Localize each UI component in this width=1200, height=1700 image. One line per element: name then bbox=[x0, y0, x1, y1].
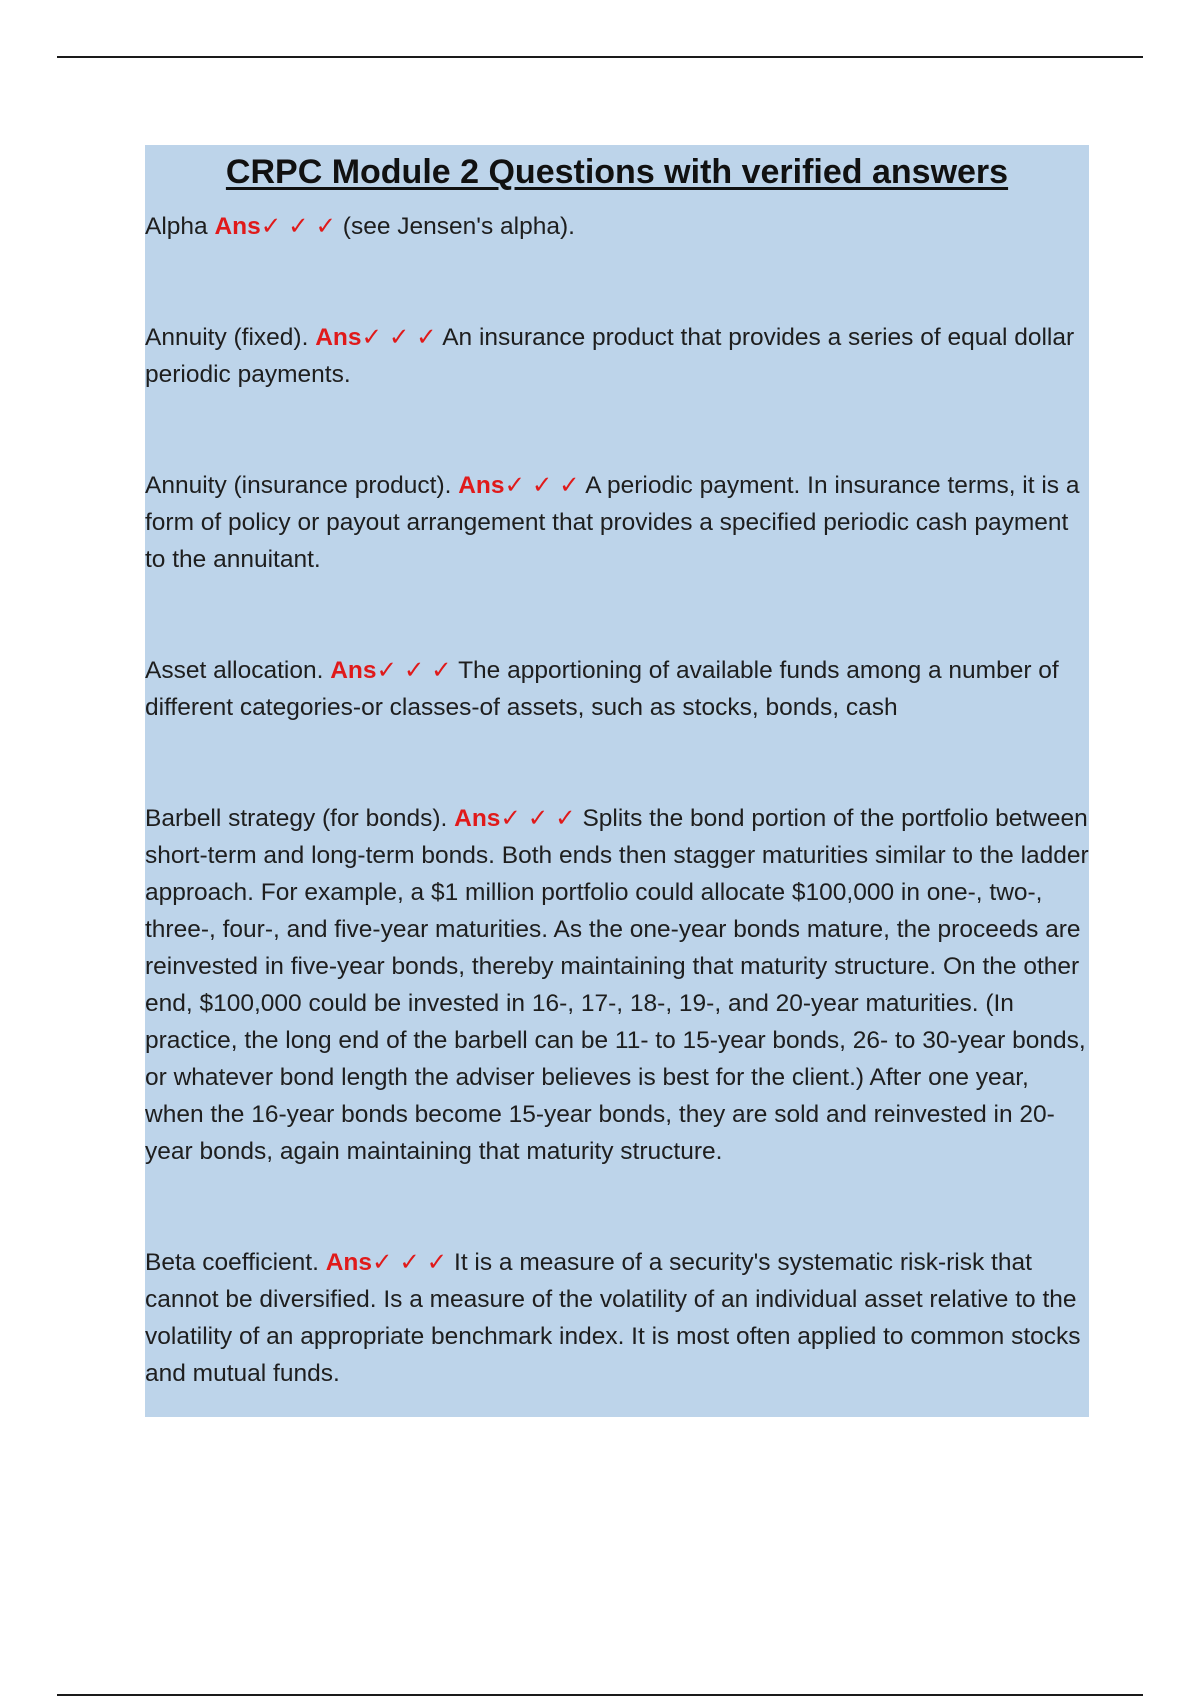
entry-definition: Splits the bond portion of the portfolio between short-term and long-term bonds. Both ends then stagger maturities similar to the ladder approach. For example, a $1 million portfolio could allocate $100,000 in one-, two-, three-, four-, and five-year maturities. As the one-year bonds mature, the proceeds are reinvested in five-year bonds, thereby maintaining that maturity structure. On the other end, $100,000 could be invested in 16-, 17-, 18-, 19-, and 20-year maturities. (In practice, the long end of the barbell can be 11- to 15-year bonds, 26- to 30-year bonds, or whatever bond length the adviser believes is best for the client.) After one year, when the 16-year bonds become 15-year bonds, they are sold and reinvested in 20-year bonds, again maintaining that maturity structure. bbox=[145, 805, 1089, 1165]
entry-term: Barbell strategy (for bonds). bbox=[145, 805, 448, 832]
entry-asset-allocation bbox=[145, 652, 1089, 726]
answer-marker: Ans bbox=[214, 213, 261, 240]
answer-marker: Ans bbox=[325, 1249, 372, 1276]
entry-term: Annuity (fixed). bbox=[145, 324, 309, 351]
footer-rule bbox=[57, 1694, 1143, 1696]
checkmark-icon: ✓ ✓ ✓ bbox=[376, 657, 452, 684]
checkmark-icon: ✓ ✓ ✓ bbox=[361, 324, 437, 351]
answer-marker: Ans bbox=[330, 657, 377, 684]
entry-term: Asset allocation. bbox=[145, 657, 324, 684]
highlighted-content-panel bbox=[145, 145, 1089, 1417]
entry-annuity-insurance bbox=[145, 467, 1089, 578]
entry-term: Beta coefficient. bbox=[145, 1249, 319, 1276]
checkmark-icon: ✓ ✓ ✓ bbox=[500, 805, 576, 832]
checkmark-icon: ✓ ✓ ✓ bbox=[260, 213, 336, 240]
checkmark-icon: ✓ ✓ ✓ bbox=[504, 472, 580, 499]
answer-marker: Ans bbox=[458, 472, 505, 499]
entry-definition: An insurance product that provides a series of equal dollar periodic payments. bbox=[145, 324, 1075, 388]
entry-term: Alpha bbox=[145, 213, 208, 240]
header-rule bbox=[57, 56, 1143, 58]
answer-marker: Ans bbox=[454, 805, 501, 832]
entry-definition: A periodic payment. In insurance terms, it is a form of policy or payout arrangement that provides a specified periodic cash payment to the annuitant. bbox=[145, 472, 1080, 573]
entry-barbell-strategy bbox=[145, 800, 1089, 1170]
entry-alpha bbox=[145, 208, 1089, 245]
entry-definition: The apportioning of available funds among a number of different categories-or classes-of assets, such as stocks, bonds, cash bbox=[145, 657, 1059, 721]
document-title: CRPC Module 2 Questions with verified answers bbox=[225, 153, 1009, 191]
entry-annuity-fixed bbox=[145, 319, 1089, 393]
entry-beta-coefficient bbox=[145, 1244, 1089, 1392]
checkmark-icon: ✓ ✓ ✓ bbox=[372, 1249, 448, 1276]
answer-marker: Ans bbox=[315, 324, 362, 351]
entry-definition: It is a measure of a security's systematic risk-risk that cannot be diversified. Is a measure of the volatility of an individual asset relative to the volatility of an appropriate benchmark index. It is most often applied to common stocks and mutual funds. bbox=[145, 1249, 1081, 1387]
entry-term: Annuity (insurance product). bbox=[145, 472, 452, 499]
entry-definition: (see Jensen's alpha). bbox=[342, 213, 575, 240]
